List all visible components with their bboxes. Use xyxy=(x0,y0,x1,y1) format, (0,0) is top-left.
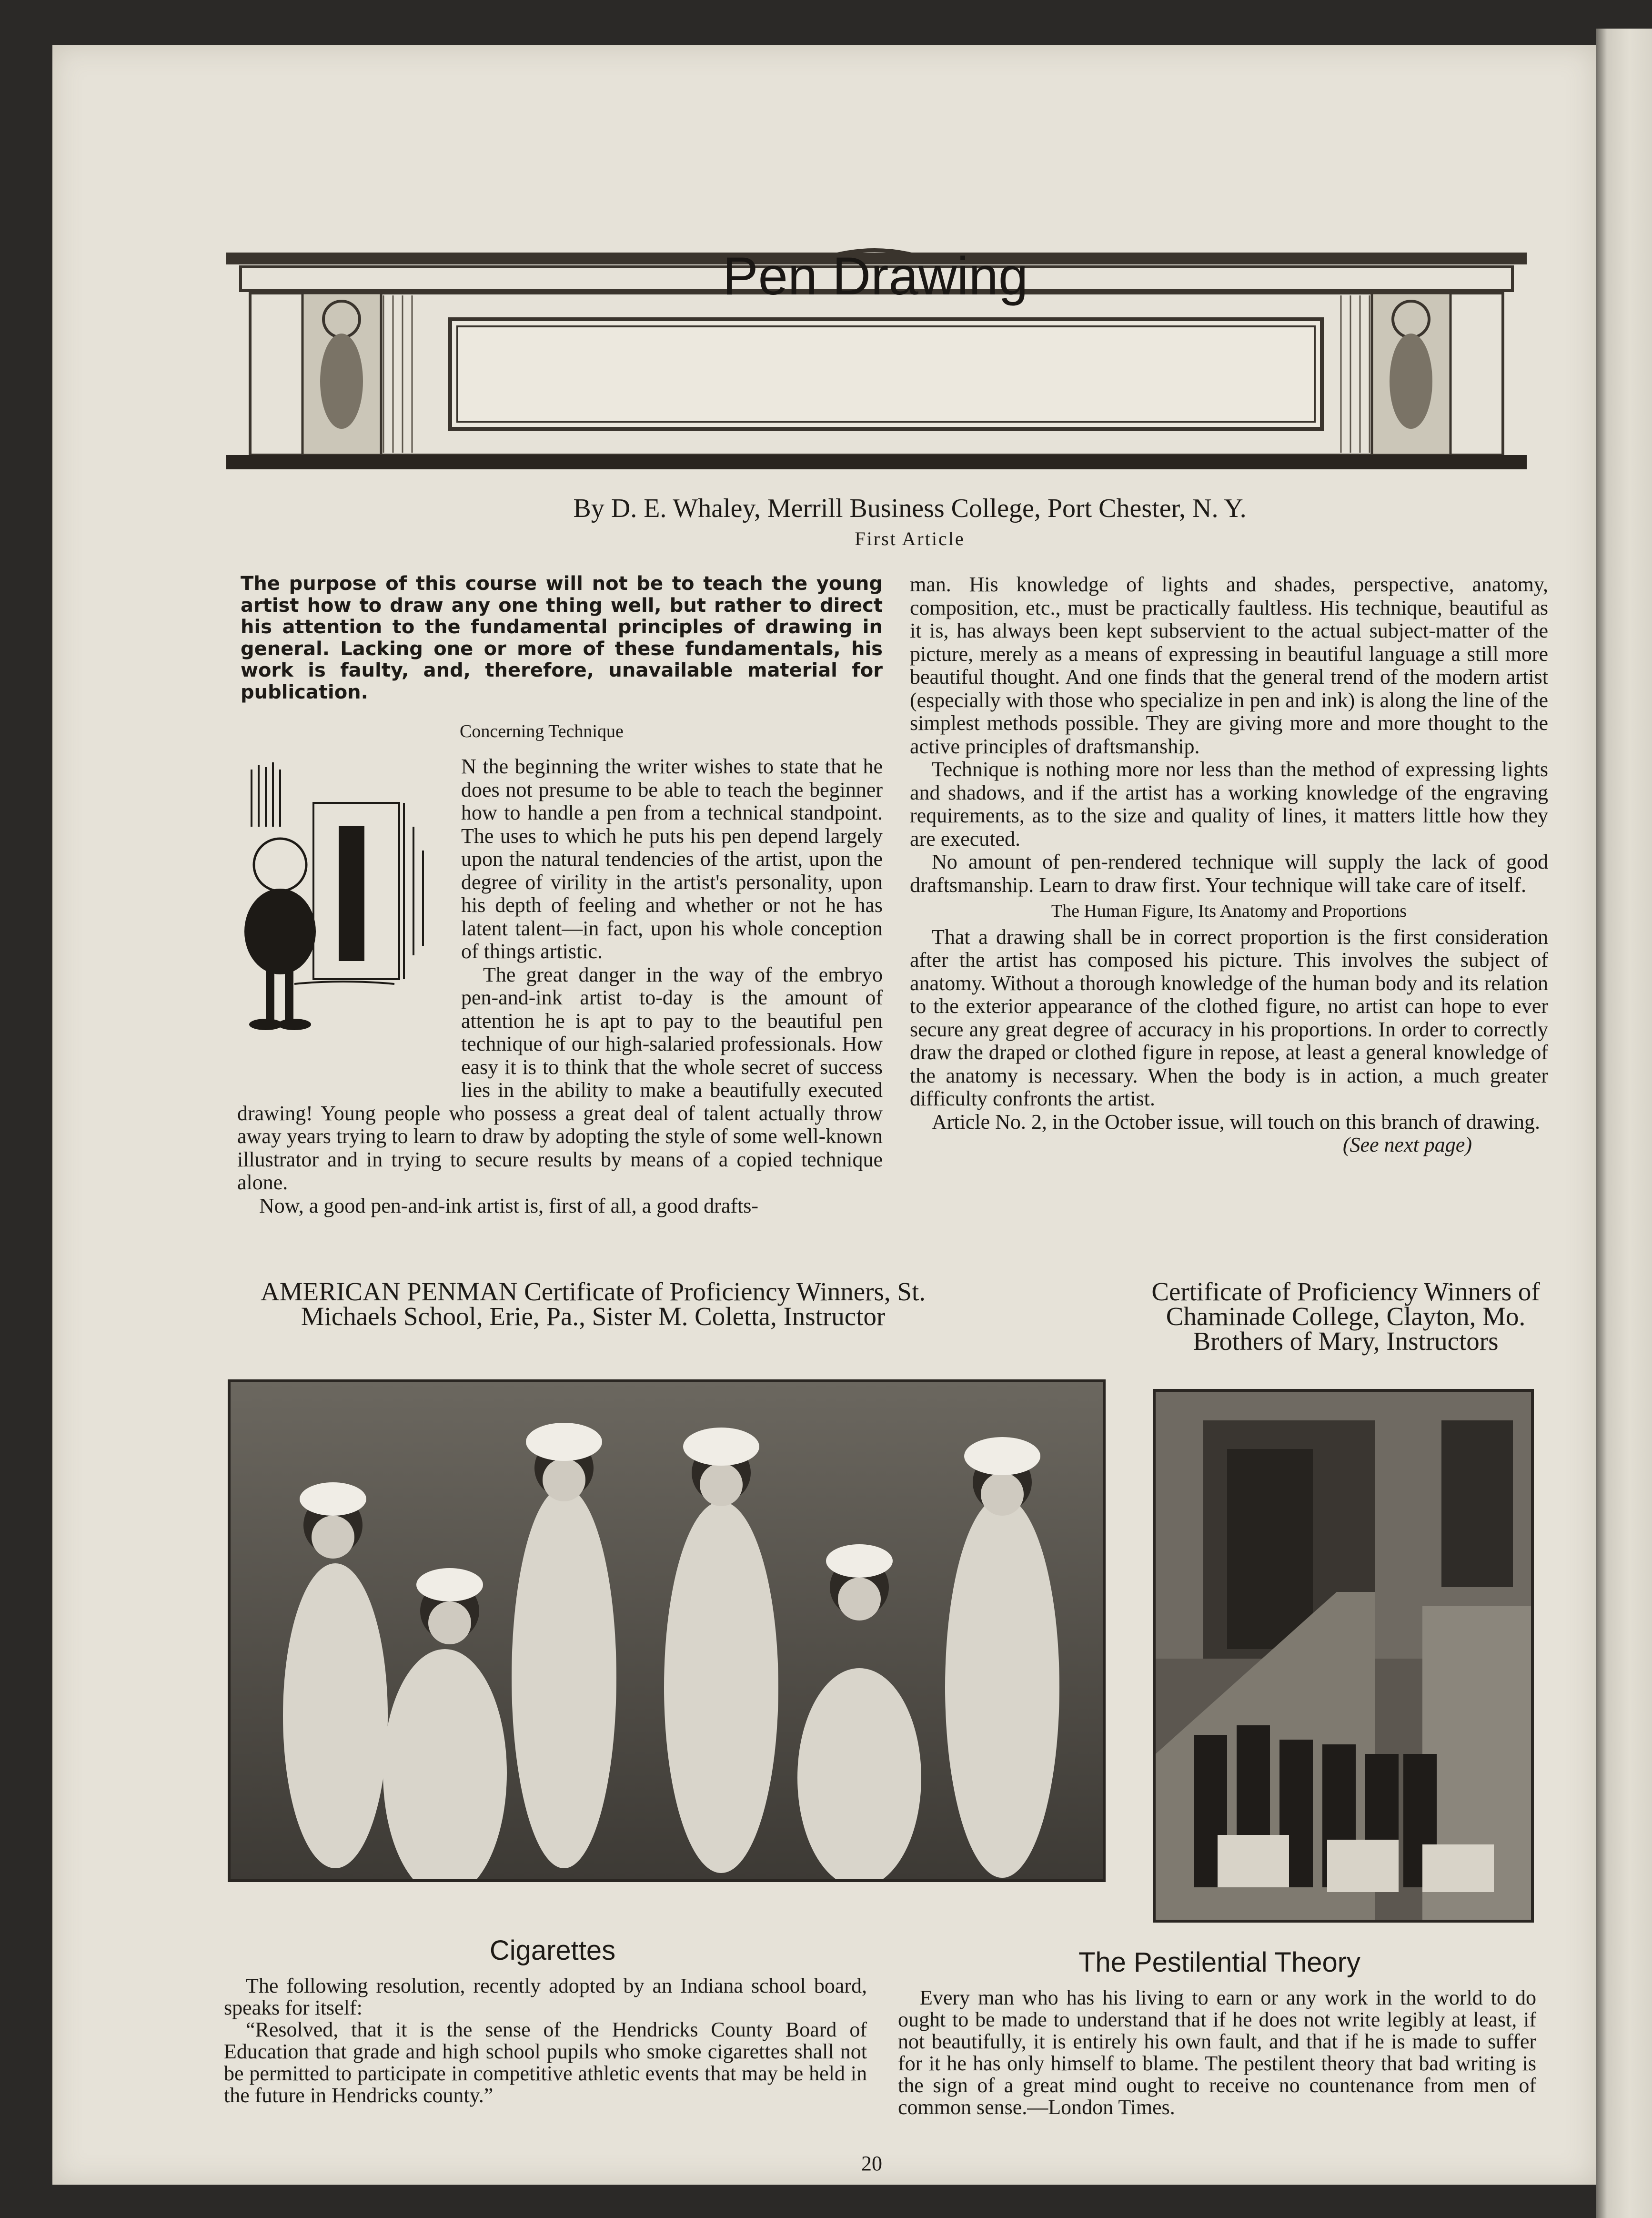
photo-caption-st-michaels: AMERICAN PENMAN Certificate of Proficiency Winners, St. Michaels School, Erie, Pa., Sister M. Coletta, Instructor xyxy=(260,1277,926,1331)
photo-st-michaels-winners xyxy=(228,1379,1106,1882)
right-p5: Article No. 2, in the October issue, will touch on this branch of drawing. xyxy=(932,1110,1540,1134)
banner-ornament xyxy=(222,191,1529,476)
technique-p2: The great danger in the way of the embryo pen-and-ink artist to-day is the amount of attention he is apt to pay to the beautiful pen technique of our high-salaried professionals. How easy it is to think that the whole secret of success lies in the ability to make a beautifully executed drawing! Young people who possess a great deal of talent actually throw away years trying to learn to draw by adopting the style of some well-known illustrator and in trying to secure results by means of a copied technique alone. xyxy=(237,962,883,1194)
title-banner xyxy=(222,191,1529,476)
pestilential-body xyxy=(898,1987,1536,2118)
magazine-page xyxy=(52,45,1596,2185)
cigarettes-title: Cigarettes xyxy=(489,1935,616,1966)
section-heading-human-figure: The Human Figure, Its Anatomy and Proportions xyxy=(1051,901,1407,921)
right-column xyxy=(910,573,1548,1157)
right-p3: No amount of pen-rendered technique will supply the lack of good draftsmanship. Learn to draw first. Your technique will take care of itself. xyxy=(910,850,1548,897)
article-number: First Article xyxy=(855,528,965,549)
photo-chaminade-winners xyxy=(1153,1389,1534,1923)
photo-caption-chaminade: Certificate of Proficiency Winners of Chaminade College, Clayton, Mo. Brothers of Mary, Instructors xyxy=(1151,1277,1540,1356)
article-title: Pen Drawing xyxy=(722,246,1028,306)
pestilential-title: The Pestilential Theory xyxy=(1078,1947,1361,1978)
page-number: 20 xyxy=(861,2152,882,2175)
technique-p3: Now, a good pen-and-ink artist is, first of all, a good drafts- xyxy=(259,1194,759,1217)
intro-paragraph: The purpose of this course will not be to teach the young artist how to draw any one thing well, but rather to direct his attention to the fundamental principles of drawing in general. Lacking one or more of these fundamentals, his work is faulty, and, therefore, unavailable material for publication. xyxy=(241,573,883,703)
pestilential-p1: Every man who has his living to earn or any work in the world to do ought to be made to understand that if he does not write legibly at least, if not beautifully, it is entirely his own fault, and that if he is made to suffer for it he has only himself to blame. The pestilent theory that bad writing is the sign of a great mind ought to receive no countenance from men of common sense.—London Times. xyxy=(898,1986,1536,2119)
cigarettes-p1: The following resolution, recently adopted by an Indiana school board, speaks for itself: xyxy=(224,1974,867,2019)
cartoon-illustration xyxy=(237,755,461,1089)
section-heading-technique: Concerning Technique xyxy=(460,721,624,741)
cigarettes-p2: “Resolved, that it is the sense of the Hendricks County Board of Education that grade and high school pupils who smoke cigarettes shall not be permitted to participate in competitive athletic events that may be held in the future in Hendricks county.” xyxy=(224,2018,867,2107)
right-p1: man. His knowledge of lights and shades, perspective, anatomy, composition, etc., must be practically faultless. His technique, beautiful as it is, has always been kept subservient to the actual subject-matter of the picture, merely as a means of expressing in beautiful language a still more beautiful thought. And one finds that the general trend of the modern artist (especially with those who specialize in pen and ink) is along the line of the simplest methods possible. They are giving more and more thought to the active principles of draftsmanship. xyxy=(910,573,1548,758)
left-column xyxy=(237,755,883,1217)
right-p2: Technique is nothing more nor less than the method of expressing lights and shadows, and if the artist has a working knowledge of the engraving requirements, as to the size and quality of lines, it matters little how they are executed. xyxy=(910,758,1548,851)
right-p4: That a drawing shall be in correct proportion is the first consideration after the artist has composed his picture. This involves the subject of anatomy. Without a thorough knowledge of the human body and its relation to the exterior appearance of the clothed figure, no artist can hope to ever secure any great degree of accuracy in his proportions. In order to correctly draw the draped or clothed figure in repose, at least a general knowledge of the anatomy is necessary. When the body is in action, a much greater difficulty confronts the artist. xyxy=(910,925,1548,1110)
book-page-edge xyxy=(1596,29,1652,2218)
technique-p1: N the beginning the writer wishes to state that he does not presume to be able to teach the beginner how to handle a pen from a technical standpoint. The uses to which he puts his pen depend largely upon the natural tendencies of the artist, upon the degree of virility in the artist's personality, upon his depth of feeling and whether or not he has latent talent—in fact, upon his whole conception of things artistic. xyxy=(461,755,883,963)
cigarettes-body xyxy=(224,1975,867,2107)
see-next-page: (See next page) xyxy=(1342,1133,1472,1156)
byline: By D. E. Whaley, Merrill Business College, Port Chester, N. Y. xyxy=(573,494,1247,523)
